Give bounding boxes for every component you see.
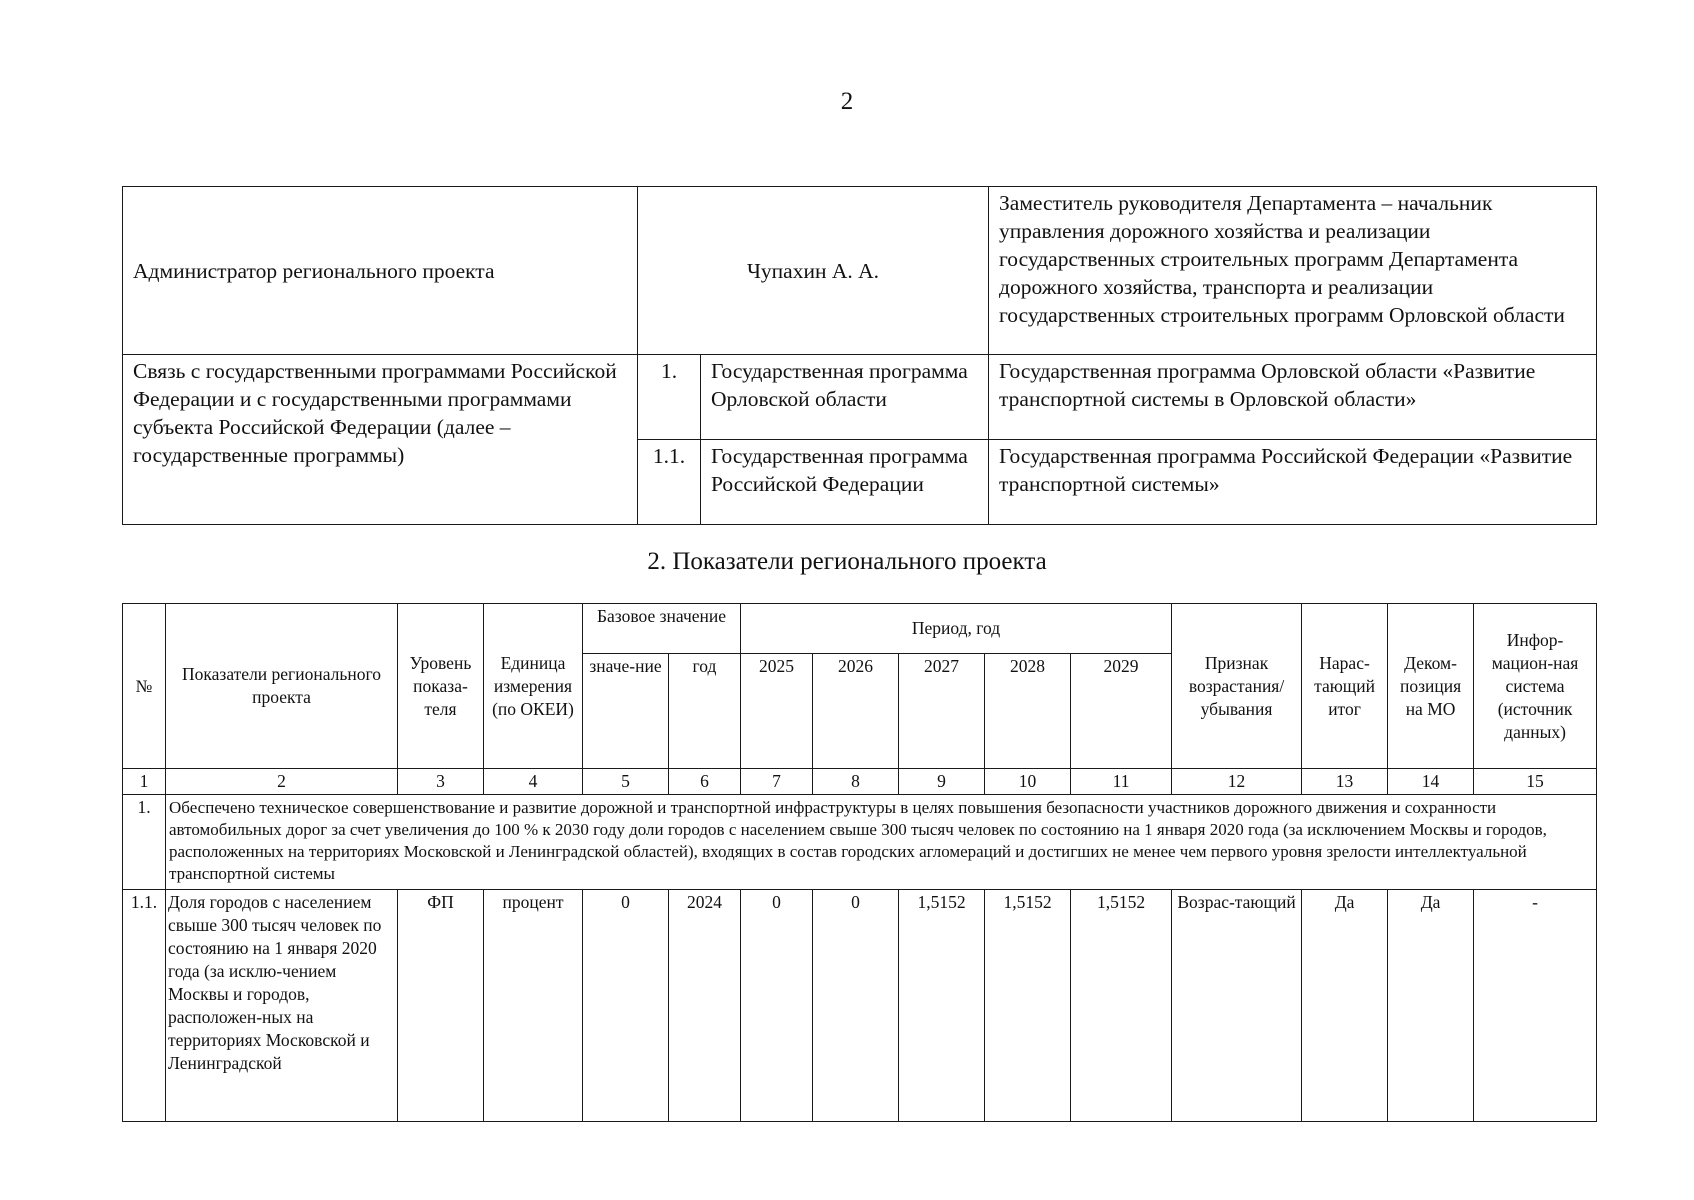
program-row bbox=[123, 355, 1597, 440]
col-header-info-system: Инфор-мацион-ная система (источник данных) bbox=[1474, 604, 1597, 769]
col-header-num: № bbox=[123, 604, 166, 769]
page-number: 2 bbox=[840, 88, 854, 115]
column-number: 8 bbox=[813, 769, 899, 795]
header-row bbox=[123, 604, 1597, 654]
column-number: 6 bbox=[669, 769, 741, 795]
column-number: 11 bbox=[1071, 769, 1172, 795]
project-admin-table bbox=[122, 186, 1597, 525]
indicators-table bbox=[122, 603, 1597, 1122]
program-type: Государственная программа Орловской области bbox=[701, 355, 989, 440]
indicator-row bbox=[123, 890, 1597, 1122]
col-header-period: Период, год bbox=[741, 604, 1172, 654]
col-header-year: 2025 bbox=[741, 654, 813, 769]
column-number-row bbox=[123, 769, 1597, 795]
indicator-2025: 0 bbox=[741, 890, 813, 1122]
col-header-year: 2026 bbox=[813, 654, 899, 769]
programs-label: Связь с государственными программами Российской Федерации и с государственными программами субъекта Российской Федерации (далее – государственные программы) bbox=[123, 355, 638, 525]
column-number: 3 bbox=[398, 769, 484, 795]
indicator-2026: 0 bbox=[813, 890, 899, 1122]
col-header-indicator: Показатели регионального проекта bbox=[166, 604, 398, 769]
admin-name: Чупахин А. А. bbox=[638, 187, 989, 355]
indicator-2029: 1,5152 bbox=[1071, 890, 1172, 1122]
indicator-info-system: - bbox=[1474, 890, 1597, 1122]
column-number: 5 bbox=[583, 769, 669, 795]
col-header-year: 2028 bbox=[985, 654, 1071, 769]
column-number: 12 bbox=[1172, 769, 1302, 795]
indicator-2027: 1,5152 bbox=[899, 890, 985, 1122]
col-header-base: Базовое значение bbox=[583, 604, 741, 654]
col-header-base-value: значе-ние bbox=[583, 654, 669, 769]
program-num: 1.1. bbox=[638, 440, 701, 525]
column-number: 15 bbox=[1474, 769, 1597, 795]
column-number: 10 bbox=[985, 769, 1071, 795]
column-number: 9 bbox=[899, 769, 985, 795]
column-number: 1 bbox=[123, 769, 166, 795]
indicator-decomposition: Да bbox=[1388, 890, 1474, 1122]
col-header-trend: Признак возрастания/ убывания bbox=[1172, 604, 1302, 769]
col-header-year: 2027 bbox=[899, 654, 985, 769]
program-num: 1. bbox=[638, 355, 701, 440]
program-type: Государственная программа Российской Федерации bbox=[701, 440, 989, 525]
admin-label: Администратор регионального проекта bbox=[123, 187, 638, 355]
indicator-name: Доля городов с населением свыше 300 тысяч человек по состоянию на 1 января 2020 года (за исклю-чением Москвы и городов, расположен-ных на территориях Московской и Ленинградской bbox=[166, 890, 398, 1122]
col-header-decomposition: Деком-позиция на МО bbox=[1388, 604, 1474, 769]
indicator-base-year: 2024 bbox=[669, 890, 741, 1122]
col-header-cumulative: Нарас-тающий итог bbox=[1302, 604, 1388, 769]
col-header-level: Уровень показа-теля bbox=[398, 604, 484, 769]
column-number: 14 bbox=[1388, 769, 1474, 795]
program-name: Государственная программа Российской Федерации «Развитие транспортной системы» bbox=[989, 440, 1597, 525]
col-header-year: 2029 bbox=[1071, 654, 1172, 769]
indicator-cumulative: Да bbox=[1302, 890, 1388, 1122]
indicator-base-value: 0 bbox=[583, 890, 669, 1122]
indicator-num: 1.1. bbox=[123, 890, 166, 1122]
column-number: 2 bbox=[166, 769, 398, 795]
admin-row bbox=[123, 187, 1597, 355]
indicator-unit: процент bbox=[484, 890, 583, 1122]
col-header-unit: Единица измерения (по ОКЕИ) bbox=[484, 604, 583, 769]
goal-text: Обеспечено техническое совершенствование и развитие дорожной и транспортной инфраструктуры в целях повышения безопасности участников дорожного движения и сохранности автомобильных дорог за счет увеличения до 100 % к 2030 году доли городов с населением свыше 300 тысяч человек по состоянию на 1 января 2020 года (за исключением Москвы и городов, расположенных на территориях Московской и Ленинградской областей), входящих в состав городских агломераций и достигших не менее чем первого уровня зрелости интеллектуальной транспортной системы bbox=[166, 795, 1597, 890]
col-header-base-year: год bbox=[669, 654, 741, 769]
column-number: 13 bbox=[1302, 769, 1388, 795]
column-number: 4 bbox=[484, 769, 583, 795]
goal-num: 1. bbox=[123, 795, 166, 890]
program-name: Государственная программа Орловской области «Развитие транспортной системы в Орловской области» bbox=[989, 355, 1597, 440]
column-number: 7 bbox=[741, 769, 813, 795]
indicator-level: ФП bbox=[398, 890, 484, 1122]
section-heading: 2. Показатели регионального проекта bbox=[647, 548, 1047, 575]
goal-row bbox=[123, 795, 1597, 890]
indicator-2028: 1,5152 bbox=[985, 890, 1071, 1122]
indicator-trend: Возрас-тающий bbox=[1172, 890, 1302, 1122]
admin-position: Заместитель руководителя Департамента – начальник управления дорожного хозяйства и реализации государственных строительных программ Департамента дорожного хозяйства, транспорта и реализации государственных строительных программ Орловской области bbox=[989, 187, 1597, 355]
